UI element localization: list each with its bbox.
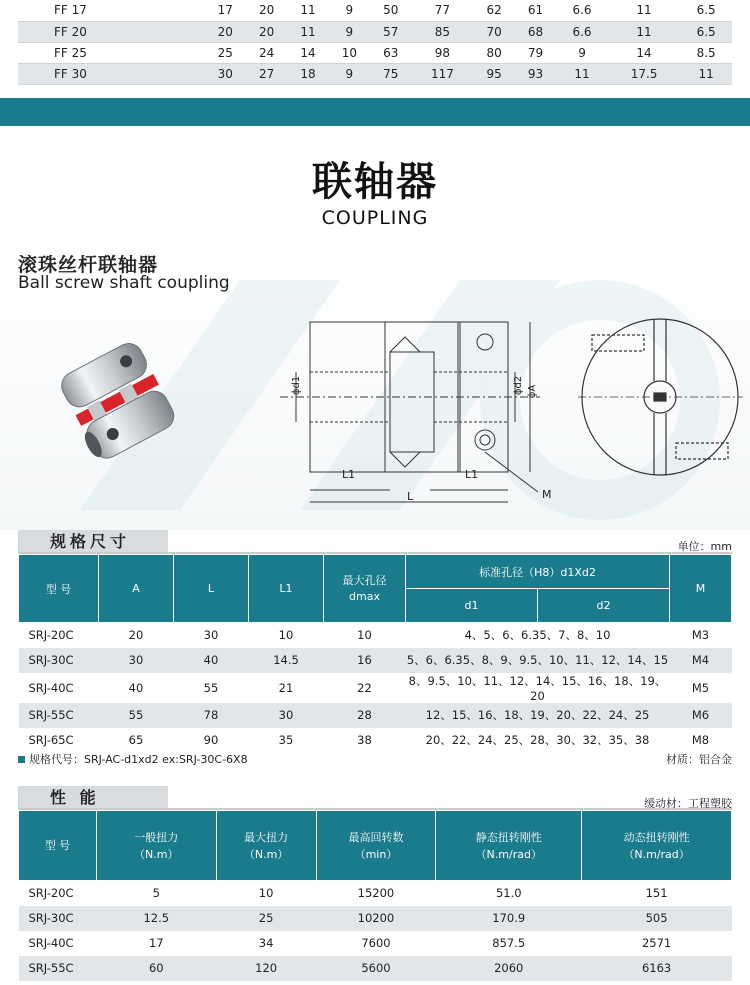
cell-L1: 14.5 xyxy=(249,648,324,673)
table-cell: SRJ-30C xyxy=(19,906,97,931)
table-cell: 80 xyxy=(473,42,514,63)
header-line1: 最大扭力 xyxy=(244,830,289,844)
table-cell: 57 xyxy=(370,21,411,42)
table-cell: 14 xyxy=(287,42,328,63)
table-cell: 68 xyxy=(515,21,556,42)
cell-A: 30 xyxy=(99,648,174,673)
table-cell: 151 xyxy=(582,881,732,906)
table-cell: 117 xyxy=(411,63,473,84)
cell-model: SRJ-65C xyxy=(19,728,99,753)
table-cell: 11 xyxy=(608,0,680,21)
cell-dmax: 38 xyxy=(324,728,406,753)
table-cell: 62 xyxy=(473,0,514,21)
cell-bore: 20、22、24、25、28、30、32、35、38 xyxy=(406,728,670,753)
table-cell: 61 xyxy=(515,0,556,21)
table-cell: 10 xyxy=(329,42,370,63)
table-cell: 6163 xyxy=(582,956,732,981)
cell-model: SRJ-55C xyxy=(19,703,99,728)
table-cell: 11 xyxy=(287,0,328,21)
previous-spec-table xyxy=(18,0,732,85)
cell-M: M4 xyxy=(670,648,732,673)
cell-M: M5 xyxy=(670,673,732,703)
coupling-photo xyxy=(55,335,185,470)
header-line2: （N.m） xyxy=(134,847,179,861)
col-dmax-line2: dmax xyxy=(349,589,380,603)
table-cell: 17.5 xyxy=(608,63,680,84)
table-row xyxy=(19,956,732,981)
label-L: L xyxy=(407,490,414,503)
cell-M: M3 xyxy=(670,623,732,648)
page-title: 联轴器 xyxy=(312,159,438,205)
table-row xyxy=(18,63,732,84)
table-cell: 77 xyxy=(411,0,473,21)
spec-code-text: 规格代号：SRJ-AC-d1xd2 ex:SRJ-30C-6X8 xyxy=(29,753,248,766)
cell-L: 78 xyxy=(174,703,249,728)
col-M: M xyxy=(670,555,732,623)
table-cell: 25 xyxy=(205,42,246,63)
col-model: 型 号 xyxy=(19,555,99,623)
table-cell: 17 xyxy=(96,931,216,956)
table-cell: 12.5 xyxy=(96,906,216,931)
table-cell: 51.0 xyxy=(436,881,582,906)
table-cell: 17 xyxy=(205,0,246,21)
table-cell: 9 xyxy=(329,0,370,21)
spec-table xyxy=(18,554,732,753)
perf-section-title: 性 能 xyxy=(18,786,168,810)
cell-M: M8 xyxy=(670,728,732,753)
header-line2: （N.m） xyxy=(243,847,289,861)
table-cell: 11 xyxy=(608,21,680,42)
table-cell: SRJ-40C xyxy=(19,931,97,956)
perf-col-header xyxy=(96,811,216,881)
table-row xyxy=(19,673,732,703)
spec-code-note xyxy=(18,751,248,767)
perf-col-header xyxy=(19,811,97,881)
header-line2: （N.m/rad） xyxy=(475,847,542,861)
col-bore: 标准孔径（H8）d1Xd2 xyxy=(406,555,670,589)
header-line1: 静态扭转刚性 xyxy=(475,830,542,844)
table-cell: 9 xyxy=(329,21,370,42)
header-line1: 一般扭力 xyxy=(134,830,179,844)
header-line1: 动态扭转刚性 xyxy=(623,830,690,844)
table-cell: 95 xyxy=(473,63,514,84)
cell-A: 55 xyxy=(99,703,174,728)
table-cell: 6.5 xyxy=(680,21,732,42)
table-row xyxy=(19,881,732,906)
col-dmax xyxy=(324,555,406,623)
cell-A: 40 xyxy=(99,673,174,703)
cell-L1: 21 xyxy=(249,673,324,703)
table-cell: 170.9 xyxy=(436,906,582,931)
table-cell: 2060 xyxy=(436,956,582,981)
unit-note: 单位：mm xyxy=(677,540,732,553)
table-row xyxy=(18,0,732,21)
col-d1: d1 xyxy=(406,589,538,623)
table-row xyxy=(19,648,732,673)
table-cell: 18 xyxy=(287,63,328,84)
col-dmax-line1: 最大孔径 xyxy=(342,573,387,587)
table-cell: 10 xyxy=(216,881,316,906)
table-cell: 93 xyxy=(515,63,556,84)
table-cell: 6.6 xyxy=(556,0,608,21)
table-cell: 857.5 xyxy=(436,931,582,956)
performance-table xyxy=(18,810,732,981)
cell-dmax: 28 xyxy=(324,703,406,728)
table-row xyxy=(19,728,732,753)
table-cell: 5 xyxy=(96,881,216,906)
table-cell: 20 xyxy=(246,0,287,21)
label-L1-right: L1 xyxy=(465,468,479,481)
cell-bore: 8、9.5、10、11、12、14、15、16、18、19、20 xyxy=(406,673,670,703)
header-line2: （min） xyxy=(354,847,398,861)
table-row xyxy=(19,623,732,648)
label-L1-left: L1 xyxy=(342,468,356,481)
perf-col-header xyxy=(582,811,732,881)
table-cell: 7600 xyxy=(316,931,436,956)
table-cell: 50 xyxy=(370,0,411,21)
table-cell: FF 17 xyxy=(18,0,205,21)
perf-col-header xyxy=(316,811,436,881)
table-cell: 63 xyxy=(370,42,411,63)
cell-L1: 30 xyxy=(249,703,324,728)
table-cell: 6.6 xyxy=(556,21,608,42)
col-A: A xyxy=(99,555,174,623)
table-cell: 15200 xyxy=(316,881,436,906)
cell-model: SRJ-20C xyxy=(19,623,99,648)
table-cell: 120 xyxy=(216,956,316,981)
product-title-cn: 滚珠丝杆联轴器 xyxy=(18,254,159,276)
label-d2: ϕd2 xyxy=(513,375,525,396)
table-cell: 9 xyxy=(556,42,608,63)
header-line1: 最高回转数 xyxy=(348,830,404,844)
cell-L: 55 xyxy=(174,673,249,703)
header-line1: 型 号 xyxy=(44,839,71,852)
table-cell: 70 xyxy=(473,21,514,42)
table-cell: 20 xyxy=(205,21,246,42)
end-view-drawing xyxy=(578,315,743,480)
label-M: M xyxy=(542,488,552,501)
spec-section-title: 规格尺寸 xyxy=(18,530,168,554)
cell-A: 20 xyxy=(99,623,174,648)
table-cell: SRJ-55C xyxy=(19,956,97,981)
product-title-en: Ball screw shaft coupling xyxy=(18,273,230,293)
table-cell: 79 xyxy=(515,42,556,63)
table-cell: FF 25 xyxy=(18,42,205,63)
cell-L1: 35 xyxy=(249,728,324,753)
table-cell: 27 xyxy=(246,63,287,84)
table-cell: 2571 xyxy=(582,931,732,956)
table-cell: 30 xyxy=(205,63,246,84)
perf-col-header xyxy=(216,811,316,881)
header-line2: （N.m/rad） xyxy=(623,847,690,861)
table-cell: 505 xyxy=(582,906,732,931)
table-cell: 24 xyxy=(246,42,287,63)
table-cell: 5600 xyxy=(316,956,436,981)
table-cell: 85 xyxy=(411,21,473,42)
damper-material-note: 缓动材：工程塑胶 xyxy=(644,797,732,810)
table-cell: 25 xyxy=(216,906,316,931)
table-cell: 75 xyxy=(370,63,411,84)
table-cell: 20 xyxy=(246,21,287,42)
cell-model: SRJ-40C xyxy=(19,673,99,703)
table-row xyxy=(19,906,732,931)
table-cell: 34 xyxy=(216,931,316,956)
perf-col-header xyxy=(436,811,582,881)
cell-L1: 10 xyxy=(249,623,324,648)
table-cell: FF 30 xyxy=(18,63,205,84)
cell-bore: 4、5、6、6.35、7、8、10 xyxy=(406,623,670,648)
cell-A: 65 xyxy=(99,728,174,753)
table-cell: FF 20 xyxy=(18,21,205,42)
cell-bore: 12、15、16、18、19、20、22、24、25 xyxy=(406,703,670,728)
col-L: L xyxy=(174,555,249,623)
table-cell: 10200 xyxy=(316,906,436,931)
cell-model: SRJ-30C xyxy=(19,648,99,673)
table-cell: SRJ-20C xyxy=(19,881,97,906)
table-cell: 60 xyxy=(96,956,216,981)
side-view-drawing xyxy=(280,312,570,512)
table-cell: 9 xyxy=(329,63,370,84)
cell-L: 30 xyxy=(174,623,249,648)
col-L1: L1 xyxy=(249,555,324,623)
bullet-square-icon xyxy=(18,756,25,763)
cell-bore: 5、6、6.35、8、9、9.5、10、11、12、14、15 xyxy=(406,648,670,673)
col-d2: d2 xyxy=(537,589,669,623)
material-note: 材质：铝合金 xyxy=(666,753,732,766)
section-divider-band xyxy=(0,98,750,126)
cell-L: 90 xyxy=(174,728,249,753)
cell-M: M6 xyxy=(670,703,732,728)
table-cell: 11 xyxy=(556,63,608,84)
table-cell: 6.5 xyxy=(680,0,732,21)
label-d1: ϕd1 xyxy=(291,375,303,396)
table-cell: 14 xyxy=(608,42,680,63)
table-cell: 11 xyxy=(287,21,328,42)
cell-dmax: 16 xyxy=(324,648,406,673)
cell-L: 40 xyxy=(174,648,249,673)
table-row xyxy=(19,931,732,956)
table-row xyxy=(18,21,732,42)
cell-dmax: 10 xyxy=(324,623,406,648)
table-cell: 8.5 xyxy=(680,42,732,63)
label-A: ϕA xyxy=(527,384,539,399)
table-cell: 11 xyxy=(680,63,732,84)
cell-dmax: 22 xyxy=(324,673,406,703)
table-row xyxy=(19,703,732,728)
table-cell: 98 xyxy=(411,42,473,63)
table-row xyxy=(18,42,732,63)
page-subtitle: COUPLING xyxy=(321,207,429,229)
